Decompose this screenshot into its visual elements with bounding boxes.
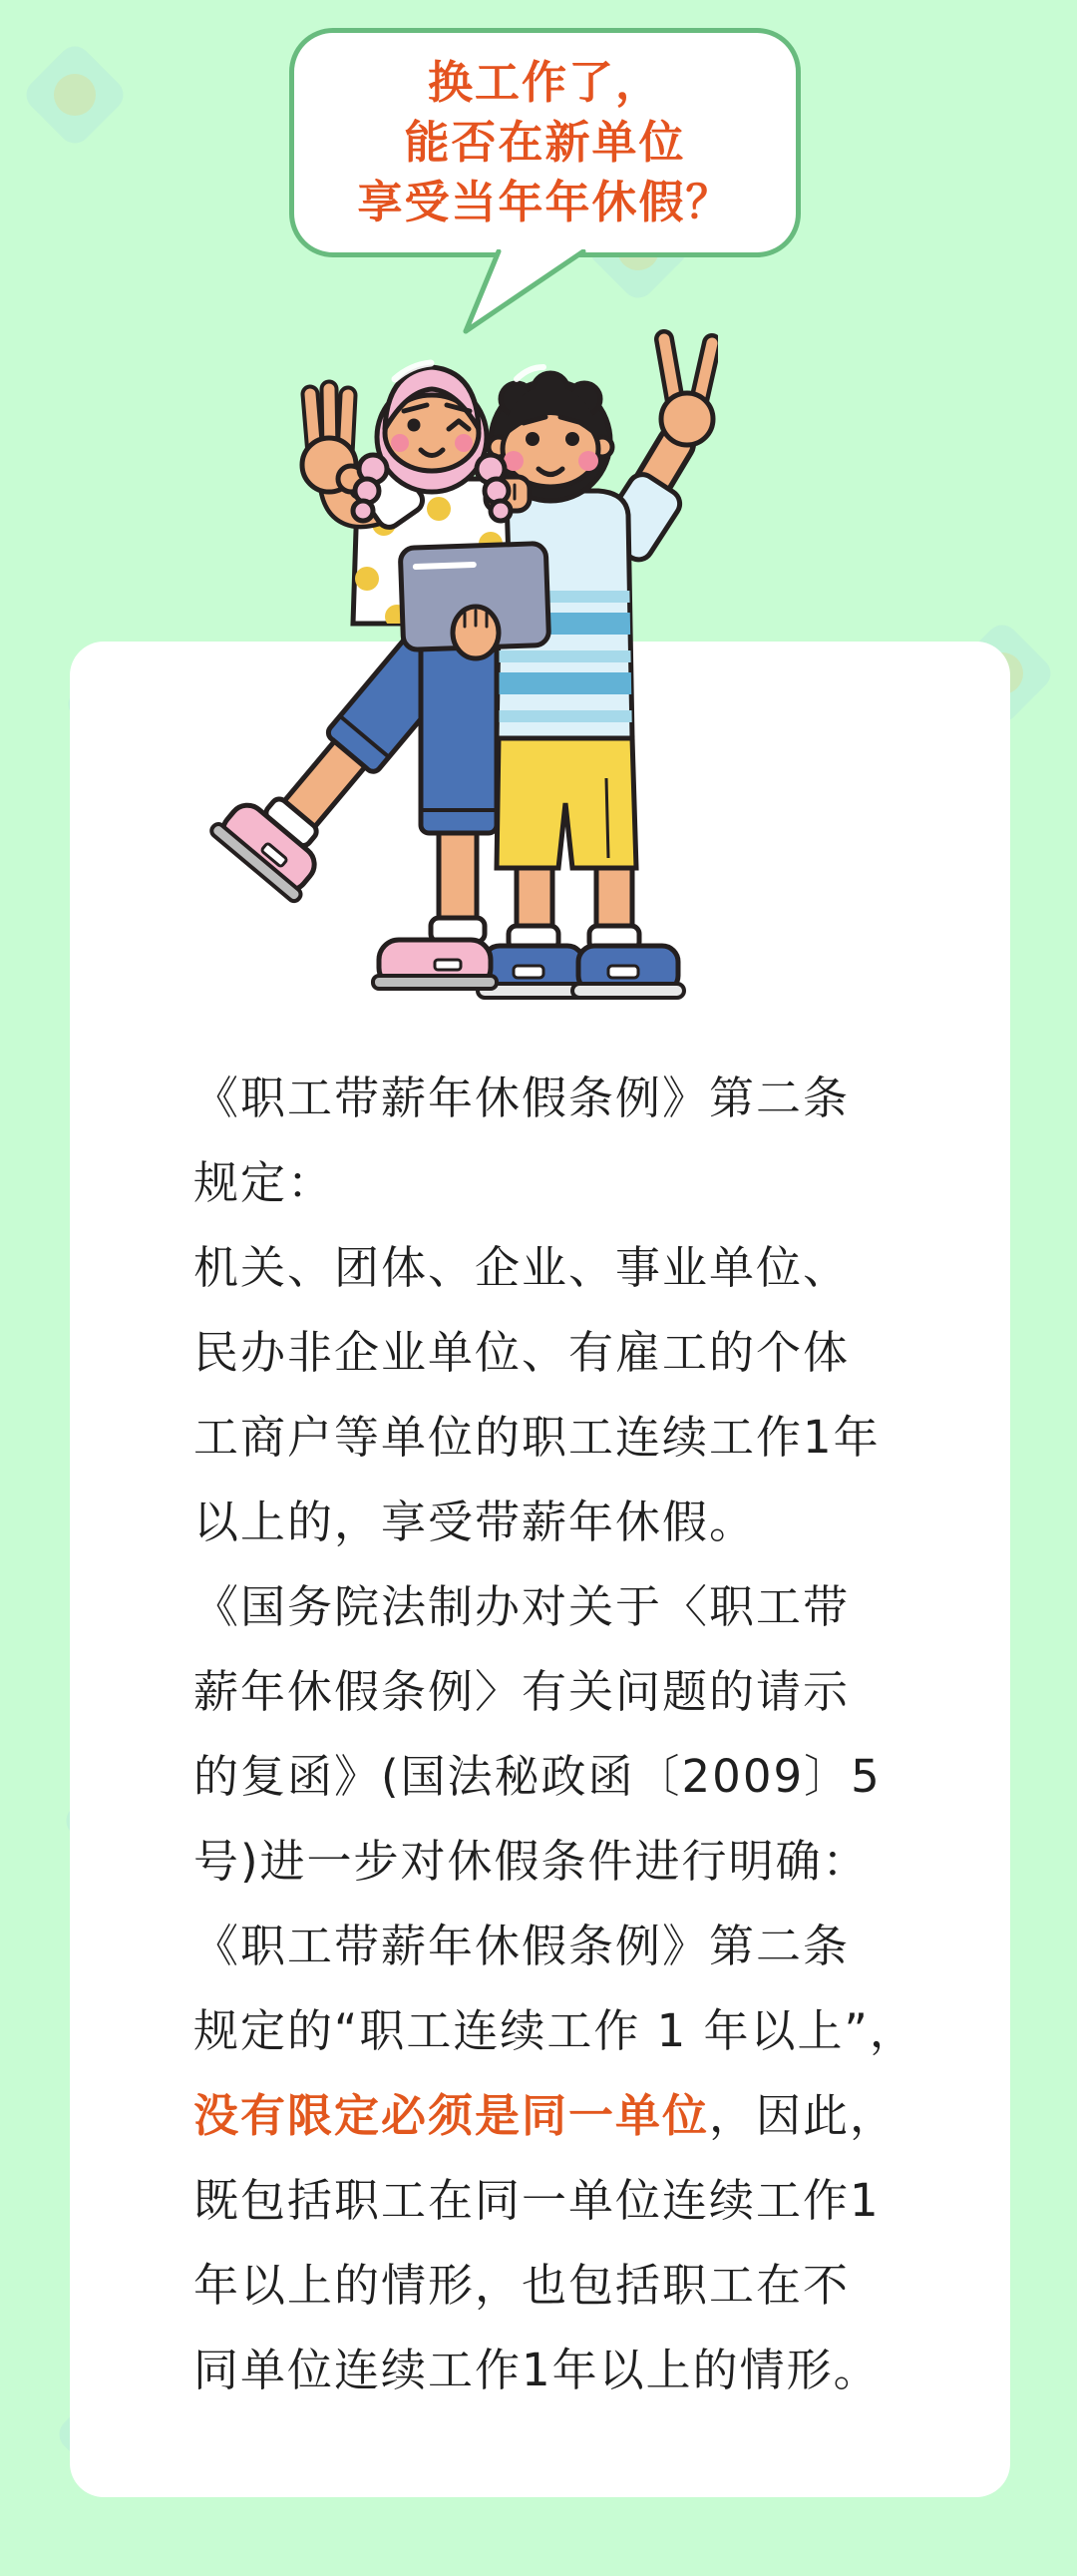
regulation-text bbox=[193, 1056, 961, 2412]
text-line: 机关、团体、企业、事业单位、 bbox=[193, 1241, 851, 1294]
text-line: 的复函》(国法秘政函〔2009〕5 bbox=[193, 1750, 882, 1803]
text-line: 同单位连续工作1年以上的情形。 bbox=[193, 2344, 881, 2396]
text-line: 既包括职工在同一单位连续工作1 bbox=[193, 2174, 881, 2227]
boy-leg bbox=[517, 868, 552, 928]
highlighted-text: 没有限定必须是同一单位 bbox=[193, 2089, 710, 2142]
boy-shorts bbox=[497, 738, 636, 868]
bubble-line: 换工作了， bbox=[427, 56, 662, 109]
text-line: 规定的“职工连续工作 1 年以上”， bbox=[193, 2004, 916, 2057]
boy-shoe bbox=[572, 946, 684, 998]
boy-leg bbox=[596, 868, 632, 928]
bubble-line: 享受当年年休假？ bbox=[357, 176, 733, 228]
bubble-line: 能否在新单位 bbox=[404, 116, 686, 169]
text-line: 以上的，享受带薪年休假。 bbox=[193, 1496, 757, 1548]
watermark-logo-icon bbox=[20, 40, 130, 150]
text-line: 《国务院法制办对关于〈职工带 bbox=[193, 1580, 851, 1633]
boy-shorts-crease bbox=[606, 778, 608, 858]
text-line: 民办非企业单位、有雇工的个体 bbox=[193, 1326, 851, 1379]
v-sign-gesture bbox=[661, 339, 713, 445]
text-line: 《职工带薪年休假条例》第二条 bbox=[193, 1072, 851, 1124]
text-line: 规定： bbox=[193, 1156, 335, 1209]
girl-character bbox=[209, 363, 530, 989]
speech-bubble bbox=[289, 28, 801, 257]
text-line: 工商户等单位的职工连续工作1年 bbox=[193, 1411, 881, 1464]
text-line: 号)进一步对休假条件进行明确： bbox=[193, 1835, 870, 1888]
text-line: 年以上的情形，也包括职工在不 bbox=[193, 2259, 851, 2312]
boy-character bbox=[478, 339, 713, 998]
text-line: 没有限定必须是同一单位，因此， bbox=[193, 2089, 898, 2142]
girl-hand-on-laptop bbox=[453, 607, 499, 658]
text-line: 薪年休假条例〉有关问题的请示 bbox=[193, 1665, 851, 1718]
characters-illustration bbox=[199, 319, 718, 1008]
text-line: 《职工带薪年休假条例》第二条 bbox=[193, 1920, 851, 1972]
